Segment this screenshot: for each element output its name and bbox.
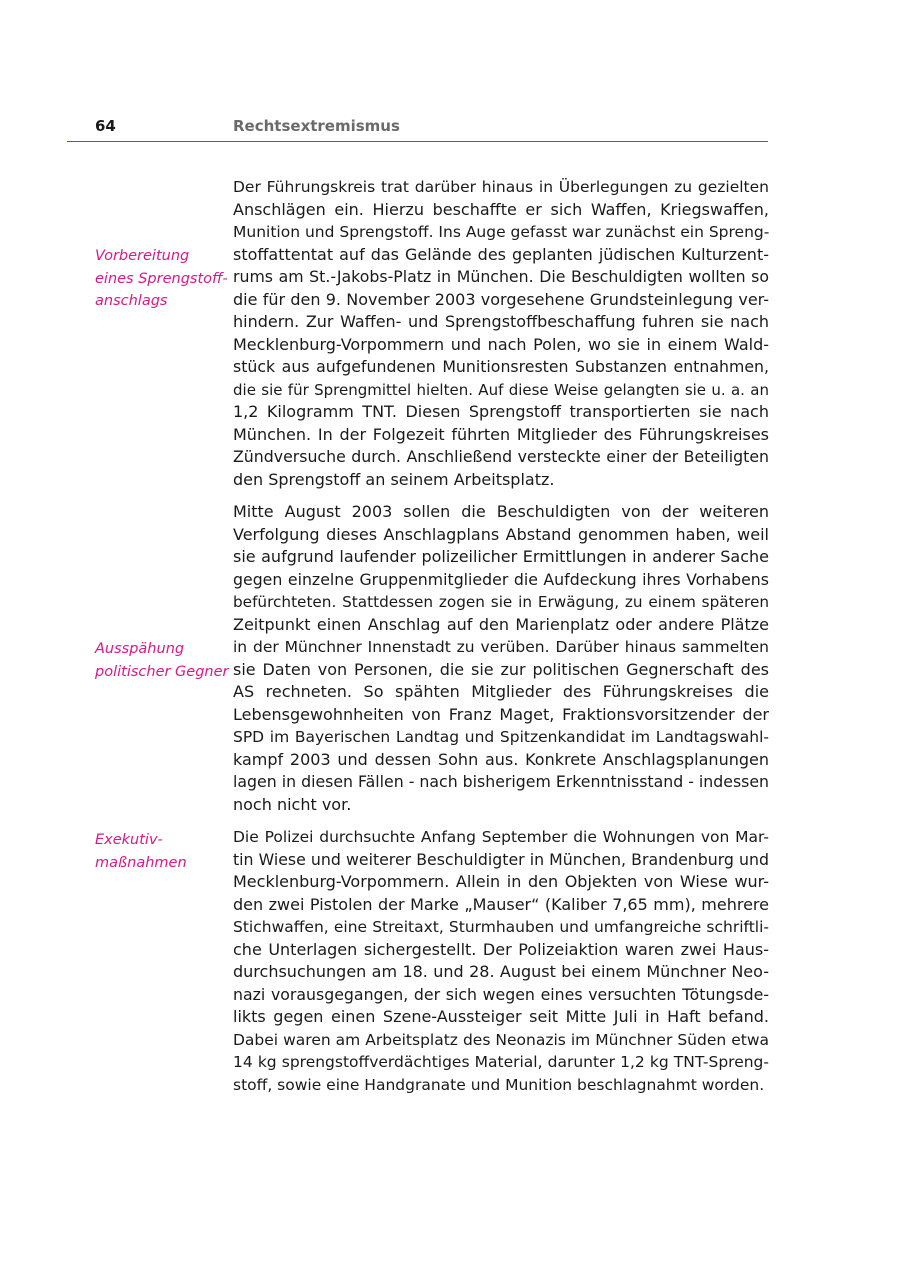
margin-note-surveillance <box>95 638 230 683</box>
text-line: Mecklenburg-Vorpommern und nach Polen, wo sie in einem Wald- <box>233 334 769 354</box>
text-line: die sie für Sprengmittel hielten. Auf diese Weise gelangten sie u. a. an <box>233 380 769 399</box>
text-line: den Sprengstoff an seinem Arbeitsplatz. <box>233 469 555 489</box>
text-line: SPD im Bayerischen Landtag und Spitzenkandidat im Landtagswahl- <box>233 728 769 746</box>
text-line: Stichwaffen, eine Streitaxt, Sturmhauben und umfangreiche schriftli- <box>233 918 769 936</box>
text-line: rums am St.-Jakobs-Platz in München. Die Beschuldigten wollten so <box>233 267 769 286</box>
margin-note-line: eines Sprengstoff- <box>95 270 228 287</box>
text-line: sie aufgrund laufender polizeilicher Ermittlungen in anderer Sache <box>233 547 769 566</box>
header-rule <box>67 141 768 142</box>
text-line: kampf 2003 und dessen Sohn aus. Konkrete Anschlagsplanungen <box>233 749 769 769</box>
body-paragraph-2 <box>233 501 769 816</box>
margin-note-line: Ausspähung <box>95 641 185 657</box>
text-line: 14 kg sprengstoffverdächtiges Material, darunter 1,2 kg TNT-Spreng- <box>233 1053 769 1071</box>
text-line: Mecklenburg-Vorpommern. Allein in den Objekten von Wiese wur- <box>233 872 769 891</box>
margin-note-line: Vorbereitung <box>95 248 190 264</box>
text-line: che Unterlagen sichergestellt. Der Polizeiaktion waren zwei Haus- <box>233 939 769 959</box>
margin-note-line: politischer Gegner <box>95 663 229 680</box>
text-line: hindern. Zur Waffen- und Sprengstoffbeschaffung fuhren sie nach <box>233 312 769 331</box>
text-line: Lebensgewohnheiten von Franz Maget, Fraktionsvorsitzender der <box>233 704 769 724</box>
margin-note-line: anschlags <box>95 293 168 309</box>
text-line: Dabei waren am Arbeitsplatz des Neonazis im Münchner Süden etwa <box>233 1030 769 1049</box>
text-line: Anschlägen ein. Hierzu beschaffte er sich Waffen, Kriegswaffen, <box>233 199 769 219</box>
margin-note-preparation <box>95 245 230 313</box>
text-line: Der Führungskreis trat darüber hinaus in Überlegungen zu gezielten <box>233 178 769 196</box>
text-line: stoffattentat auf das Gelände des geplanten jüdischen Kulturzent- <box>233 244 769 264</box>
text-line: München. In der Folgezeit führten Mitglieder des Führungskreises <box>233 424 769 444</box>
running-title: Rechtsextremismus <box>233 117 400 135</box>
text-line: Mitte August 2003 sollen die Beschuldigten von der weiteren <box>233 502 769 521</box>
text-line: likts gegen einen Szene-Aussteiger seit Mitte Juli in Haft befand. <box>233 1007 769 1026</box>
page-number: 64 <box>95 117 116 135</box>
text-line: Zeitpunkt einen Anschlag auf den Marienplatz oder andere Plätze <box>233 614 769 634</box>
text-line: befürchteten. Stattdessen zogen sie in Erwägung, zu einem späteren <box>233 593 769 611</box>
text-line: in der Münchner Innenstadt zu verüben. Darüber hinaus sammelten <box>233 638 769 656</box>
text-line: Die Polizei durchsuchte Anfang September die Wohnungen von Mar- <box>233 828 769 846</box>
text-line: Verfolgung dieses Anschlagplans Abstand genommen haben, weil <box>233 524 769 544</box>
text-line: die für den 9. November 2003 vorgesehene Grundsteinlegung ver- <box>233 289 769 309</box>
text-line: durchsuchungen am 18. und 28. August bei einem Münchner Neo- <box>233 962 769 981</box>
text-line: gegen einzelne Gruppenmitglieder die Aufdeckung ihres Vorhabens <box>233 569 769 589</box>
text-line: 1,2 Kilogramm TNT. Diesen Sprengstoff transportierten sie nach <box>233 402 769 421</box>
text-line: tin Wiese und weiterer Beschuldigter in München, Brandenburg und <box>233 849 769 869</box>
body-paragraph-3 <box>233 826 769 1096</box>
margin-note-line: maßnahmen <box>95 854 187 871</box>
text-line: stoff, sowie eine Handgranate und Munition beschlagnahmt worden. <box>233 1075 765 1094</box>
text-line: sie Daten von Personen, die sie zur politischen Gegnerschaft des <box>233 659 769 679</box>
text-line: lagen in diesen Fällen - nach bisherigem Erkenntnisstand - indessen <box>233 772 770 791</box>
text-line: noch nicht vor. <box>233 794 352 814</box>
text-line: den zwei Pistolen der Marke „Mauser“ (Kaliber 7,65 mm), mehrere <box>233 894 769 914</box>
margin-note-line: Exekutiv- <box>95 832 163 848</box>
text-line: AS rechneten. So spähten Mitglieder des Führungskreises die <box>233 682 769 701</box>
text-line: nazi vorausgegangen, der sich wegen eines versuchten Tötungsde- <box>233 984 769 1004</box>
text-line: stück aus aufgefundenen Munitionsresten Substanzen entnahmen, <box>233 357 769 376</box>
body-paragraph-1 <box>233 176 769 491</box>
text-line: Zündversuche durch. Anschließend versteckte einer der Beteiligten <box>233 447 769 466</box>
margin-note-executive-measures <box>95 829 230 874</box>
text-line: Munition und Sprengstoff. Ins Auge gefasst war zunächst ein Spreng- <box>233 223 770 241</box>
